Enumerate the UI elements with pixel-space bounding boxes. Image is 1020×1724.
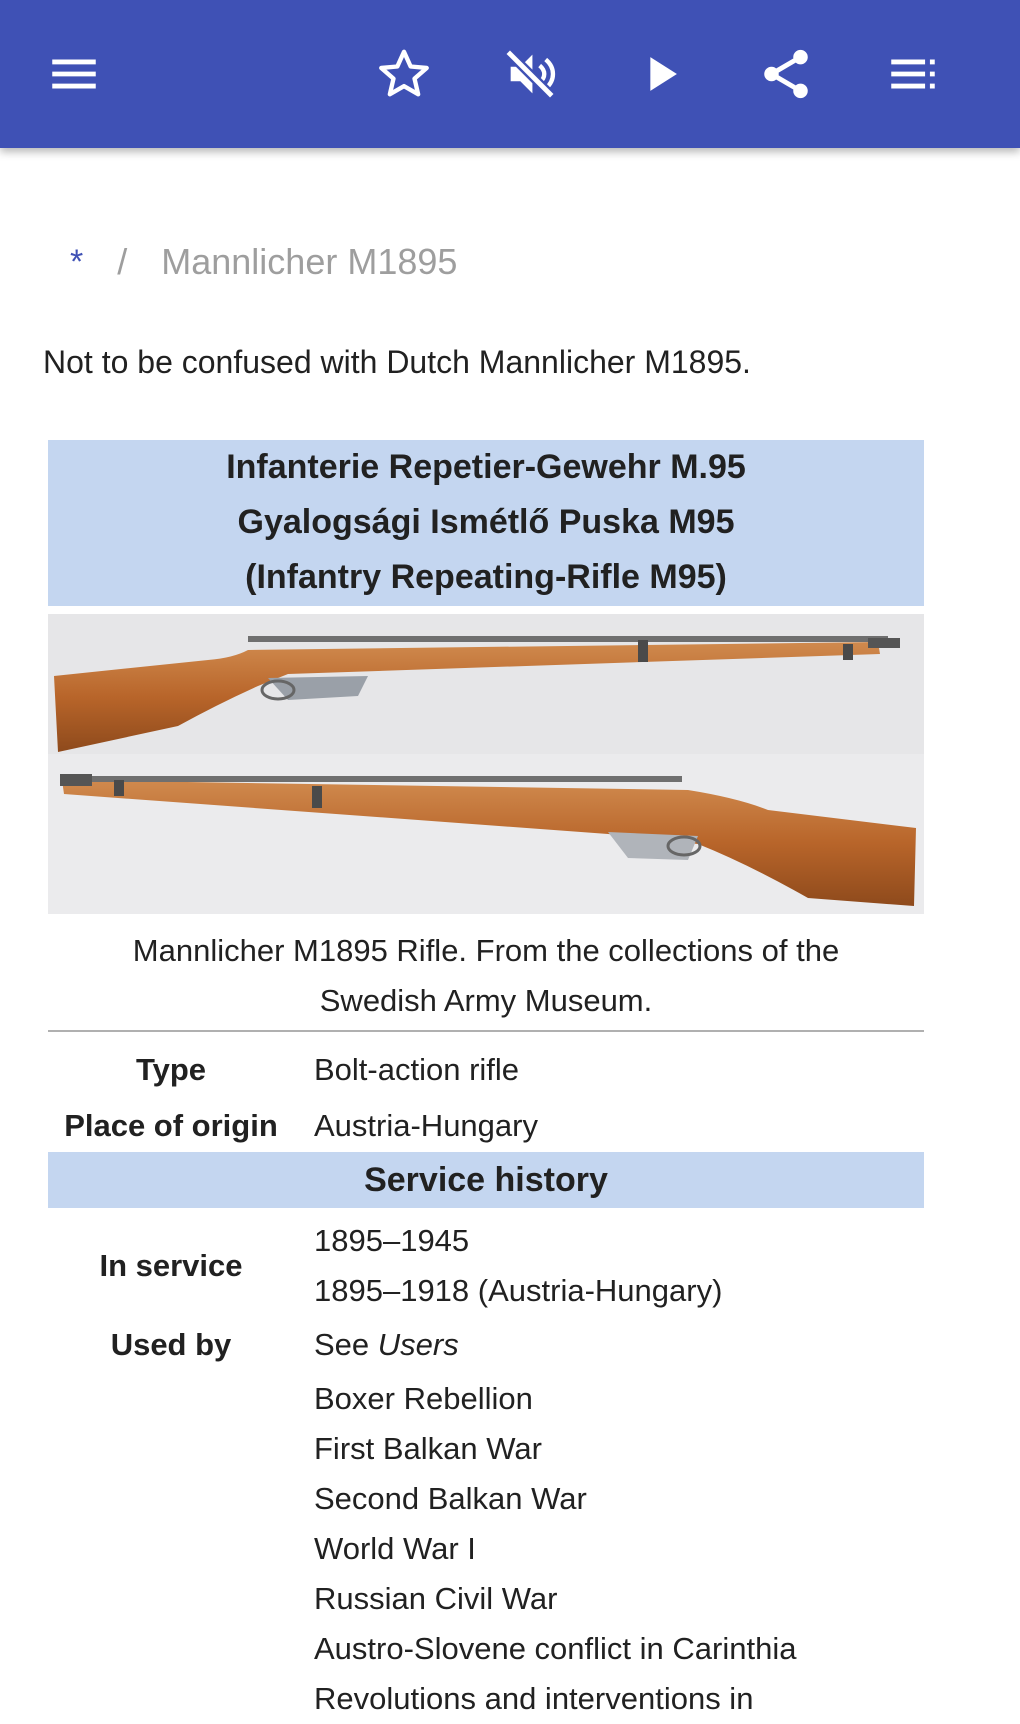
breadcrumb-root-link[interactable]: * <box>70 242 84 281</box>
infobox-title-line: Infanterie Repetier-Gewehr M.95 <box>226 448 746 486</box>
playlist-button[interactable] <box>877 38 949 110</box>
wars-list <box>294 1374 924 1724</box>
war-item[interactable]: Revolutions and interventions in <box>314 1681 754 1716</box>
row-service-history <box>48 1152 924 1208</box>
used-by-prefix: See <box>314 1327 370 1362</box>
rifle-image[interactable] <box>48 614 924 914</box>
war-item[interactable]: World War I <box>314 1531 476 1566</box>
origin-value[interactable]: Austria-Hungary <box>314 1108 538 1143</box>
favorite-button[interactable] <box>368 38 440 110</box>
war-item[interactable]: Austro-Slovene conflict in Carinthia <box>314 1631 797 1666</box>
row-wars <box>48 1374 924 1724</box>
breadcrumb-current: Mannlicher M1895 <box>161 241 458 282</box>
type-label: Type <box>135 1052 207 1087</box>
service-history-heading: Service history <box>48 1152 924 1208</box>
row-used-by <box>48 1316 924 1374</box>
used-by-label: Used by <box>110 1327 232 1362</box>
war-item[interactable]: First Balkan War <box>314 1431 542 1466</box>
image-caption <box>48 914 924 1032</box>
row-origin <box>48 1100 924 1152</box>
volume-off-icon <box>501 45 559 103</box>
in-service-label: In service <box>99 1248 243 1283</box>
share-button[interactable] <box>750 38 822 110</box>
infobox-table <box>48 1032 924 1724</box>
rifle-illustration <box>48 614 924 914</box>
menu-button[interactable] <box>38 38 110 110</box>
breadcrumb-separator: / <box>117 241 128 282</box>
playlist-icon <box>884 45 942 103</box>
in-service-value: 1895–1945 <box>314 1223 470 1258</box>
row-type <box>48 1032 924 1100</box>
infobox-title <box>48 440 924 606</box>
war-item[interactable]: Russian Civil War <box>314 1581 558 1616</box>
menu-icon <box>45 45 103 103</box>
caption-line: Mannlicher M1895 Rifle. From the collections of the <box>132 933 840 968</box>
app-bar <box>0 0 1020 148</box>
type-value[interactable]: Bolt-action rifle <box>314 1052 520 1087</box>
caption-line: Swedish Army Museum. <box>319 983 653 1018</box>
war-item[interactable]: Second Balkan War <box>314 1481 587 1516</box>
play-icon <box>631 45 689 103</box>
war-item[interactable]: Boxer Rebellion <box>314 1381 533 1416</box>
infobox <box>48 440 924 1724</box>
breadcrumb <box>70 240 457 284</box>
hatnote: Not to be confused with Dutch Mannlicher M1895. <box>43 344 751 380</box>
share-icon <box>757 45 815 103</box>
in-service-value[interactable]: 1895–1918 (Austria-Hungary) <box>314 1273 723 1308</box>
mute-button[interactable] <box>494 38 566 110</box>
wars-label <box>48 1374 294 1724</box>
origin-label: Place of origin <box>64 1108 278 1143</box>
infobox-title-line: (Infantry Repeating-Rifle M95) <box>245 558 727 596</box>
users-link[interactable]: Users <box>377 1327 459 1362</box>
star-outline-icon <box>375 45 433 103</box>
row-in-service <box>48 1208 924 1316</box>
used-by-value <box>294 1316 924 1374</box>
play-button[interactable] <box>624 38 696 110</box>
infobox-title-line: Gyalogsági Ismétlő Puska M95 <box>237 503 735 541</box>
in-service-values <box>294 1208 924 1316</box>
